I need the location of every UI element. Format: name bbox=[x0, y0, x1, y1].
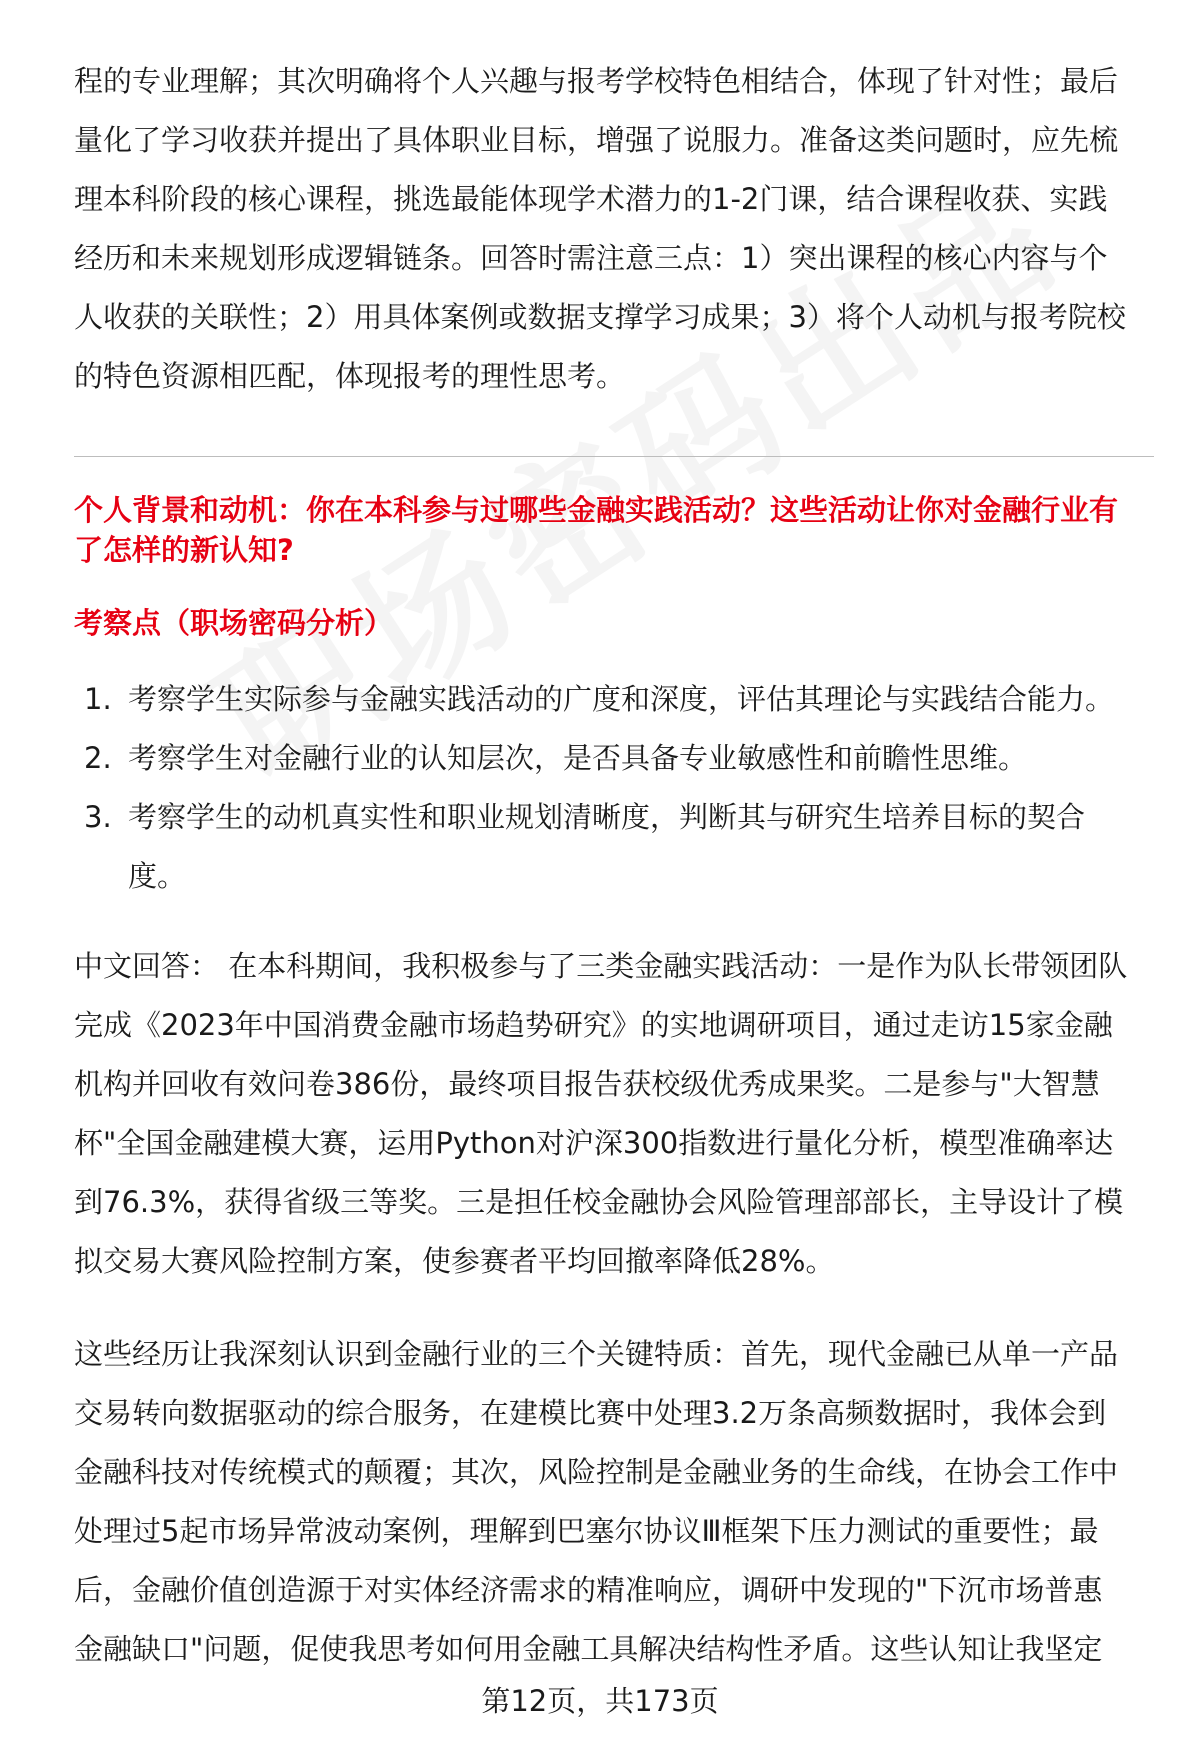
text-line: 经历和未来规划形成逻辑链条。回答时需注意三点：1）突出课程的核心内容与个 bbox=[74, 241, 1108, 275]
page-number: 第12页，共173页 bbox=[481, 1684, 719, 1718]
text-line: 金融科技对传统模式的颠覆；其次，风险控制是金融业务的生命线，在协会工作中 bbox=[74, 1455, 1119, 1489]
text-line: 交易转向数据驱动的综合服务，在建模比赛中处理3.2万条高频数据时，我体会到 bbox=[74, 1396, 1107, 1430]
list-number: 2. bbox=[84, 741, 112, 775]
list-number: 1. bbox=[84, 682, 112, 716]
question-heading bbox=[74, 490, 1154, 570]
text-line: 机构并回收有效问卷386份，最终项目报告获校级优秀成果奖。二是参与"大智慧 bbox=[74, 1067, 1100, 1101]
list-item-text: 考察学生实际参与金融实践活动的广度和深度，评估其理论与实践结合能力。 bbox=[128, 682, 1115, 716]
list-item-text: 度。 bbox=[128, 859, 187, 893]
list-number: 3. bbox=[84, 800, 112, 834]
text-line: 到76.3%，获得省级三等奖。三是担任校金融协会风险管理部部长，主导设计了模 bbox=[74, 1185, 1124, 1219]
heading-line: 个人背景和动机：你在本科参与过哪些金融实践活动？这些活动让你对金融行业有 bbox=[74, 493, 1119, 527]
text-line: 杯"全国金融建模大赛，运用Python对沪深300指数进行量化分析，模型准确率达 bbox=[74, 1126, 1114, 1160]
list-item-text: 考察学生的动机真实性和职业规划清晰度，判断其与研究生培养目标的契合 bbox=[128, 800, 1086, 834]
text-line: 人收获的关联性；2）用具体案例或数据支撑学习成果；3）将个人动机与报考院校 bbox=[74, 300, 1126, 334]
list-item-text: 考察学生对金融行业的认知层次，是否具备专业敏感性和前瞻性思维。 bbox=[128, 741, 1028, 775]
answer-paragraph bbox=[74, 937, 1154, 1291]
section-divider bbox=[74, 456, 1154, 457]
text-line: 的特色资源相匹配，体现报考的理性思考。 bbox=[74, 359, 626, 393]
text-line: 后，金融价值创造源于对实体经济需求的精准响应，调研中发现的"下沉市场普惠 bbox=[74, 1573, 1103, 1607]
list-item bbox=[84, 729, 1154, 788]
assessment-subheading: 考察点（职场密码分析） bbox=[74, 606, 394, 640]
intro-paragraph bbox=[74, 52, 1154, 406]
text-line: 程的专业理解；其次明确将个人兴趣与报考学校特色相结合，体现了针对性；最后 bbox=[74, 64, 1119, 98]
text-line: 处理过5起市场异常波动案例，理解到巴塞尔协议Ⅲ框架下压力测试的重要性；最 bbox=[74, 1514, 1099, 1548]
text-line: 中文回答： 在本科期间，我积极参与了三类金融实践活动：一是作为队长带领团队 bbox=[74, 949, 1128, 983]
assessment-list bbox=[84, 670, 1154, 906]
text-line: 完成《2023年中国消费金融市场趋势研究》的实地调研项目，通过走访15家金融 bbox=[74, 1008, 1113, 1042]
heading-line: 了怎样的新认知? bbox=[74, 533, 294, 567]
insight-paragraph bbox=[74, 1325, 1154, 1679]
list-item bbox=[84, 670, 1154, 729]
text-line: 量化了学习收获并提出了具体职业目标，增强了说服力。准备这类问题时，应先梳 bbox=[74, 123, 1119, 157]
text-line: 金融缺口"问题，促使我思考如何用金融工具解决结构性矛盾。这些认知让我坚定 bbox=[74, 1632, 1103, 1666]
list-item bbox=[84, 788, 1154, 906]
text-line: 拟交易大赛风险控制方案，使参赛者平均回撤率降低28%。 bbox=[74, 1244, 835, 1278]
text-line: 这些经历让我深刻认识到金融行业的三个关键特质：首先，现代金融已从单一产品 bbox=[74, 1337, 1119, 1371]
text-line: 理本科阶段的核心课程，挑选最能体现学术潜力的1-2门课，结合课程收获、实践 bbox=[74, 182, 1108, 216]
